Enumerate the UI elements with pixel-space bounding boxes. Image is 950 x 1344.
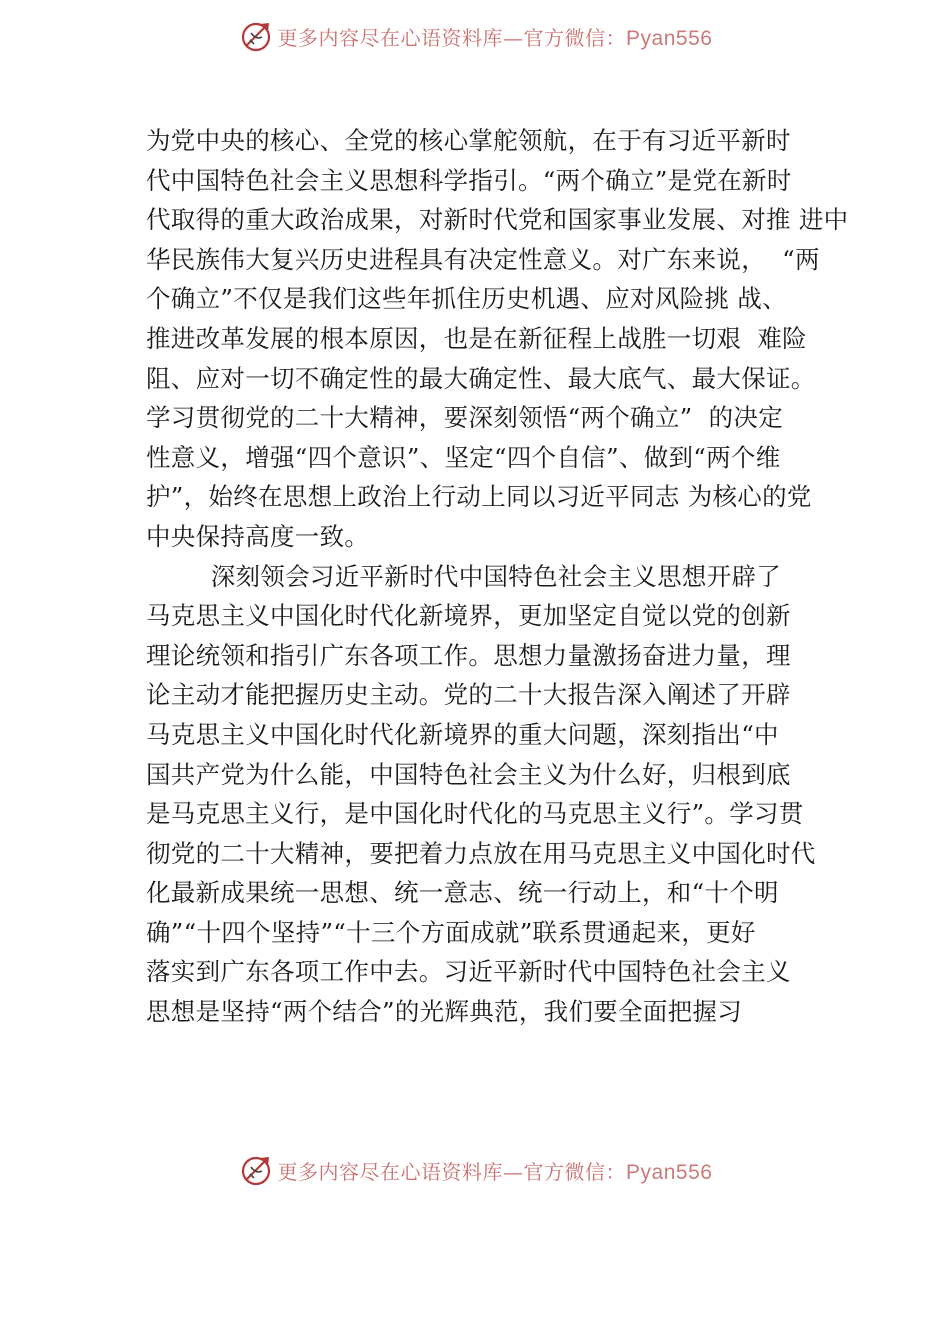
footer-banner-wechat-id: Pyan556: [626, 1160, 713, 1184]
footer-banner-text: [278, 1156, 713, 1185]
header-banner-label: 更多内容尽在心语资料库—官方微信：: [277, 25, 627, 50]
text-line: 华民族伟大复兴历史进程具有决定性意义。对广东来说， “两: [146, 244, 820, 274]
text-line: 化最新成果统一思想、统一意志、统一行动上，和“十个明: [146, 878, 779, 908]
text-line: 护”，始终在思想上政治上行动上同以习近平同志 为核心的党: [146, 482, 812, 512]
header-banner: [0, 14, 950, 58]
text-line: 确”“十四个坚持”“十三个方面成就”联系贯通起来，更好: [146, 917, 756, 947]
text-line: 学习贯彻党的二十大精神，要深刻领悟“两个确立” 的决定: [146, 403, 784, 433]
text-line: 彻党的二十大精神，要把着力点放在用马克思主义中国化时代: [146, 838, 816, 868]
text-line: 代取得的重大政治成果，对新时代党和国家事业发展、对推 进中: [146, 205, 849, 235]
text-line: 深刻领会习近平新时代中国特色社会主义思想开辟了: [146, 561, 782, 591]
text-line: 中央保持高度一致。: [146, 521, 370, 551]
document-body: [146, 121, 849, 1032]
text-line: 思想是坚持“两个结合”的光辉典范，我们要全面把握习: [146, 997, 743, 1027]
brand-logo-icon: [238, 18, 274, 54]
text-line: 代中国特色社会主义思想科学指引。“两个确立”是党在新时: [146, 165, 792, 195]
text-line: 论主动才能把握历史主动。党的二十大报告深入阐述了开辟: [146, 680, 791, 710]
text-line: 是马克思主义行，是中国化时代化的马克思主义行”。学习贯: [146, 799, 804, 829]
text-line: 阻、应对一切不确定性的最大确定性、最大底气、最大保证。: [146, 363, 816, 393]
text-line: 理论统领和指引广东各项工作。思想力量激扬奋进力量，理: [146, 640, 791, 670]
text-line: 马克思主义中国化时代化新境界的重大问题，深刻指出“中: [146, 719, 779, 749]
text-line: 国共产党为什么能，中国特色社会主义为什么好，归根到底: [146, 759, 791, 789]
brand-logo-icon: [238, 1152, 274, 1188]
header-banner-wechat-id: Pyan556: [626, 26, 713, 50]
text-line: 个确立”不仅是我们这些年抓住历史机遇、应对风险挑 战、: [146, 284, 787, 314]
footer-banner: [0, 1148, 950, 1192]
header-banner-text: [278, 22, 713, 51]
text-line: 性意义，增强“四个意识”、坚定“四个自信”、做到“两个维: [146, 442, 781, 472]
text-line: 为党中央的核心、全党的核心掌舵领航，在于有习近平新时: [146, 126, 791, 155]
text-line: 落实到广东各项工作中去。习近平新时代中国特色社会主义: [146, 957, 791, 987]
footer-banner-label: 更多内容尽在心语资料库—官方微信：: [277, 1159, 627, 1184]
text-line: 推进改革发展的根本原因，也是在新征程上战胜一切艰 难险: [146, 323, 807, 353]
text-line: 马克思主义中国化时代化新境界，更加坚定自觉以党的创新: [146, 601, 791, 631]
